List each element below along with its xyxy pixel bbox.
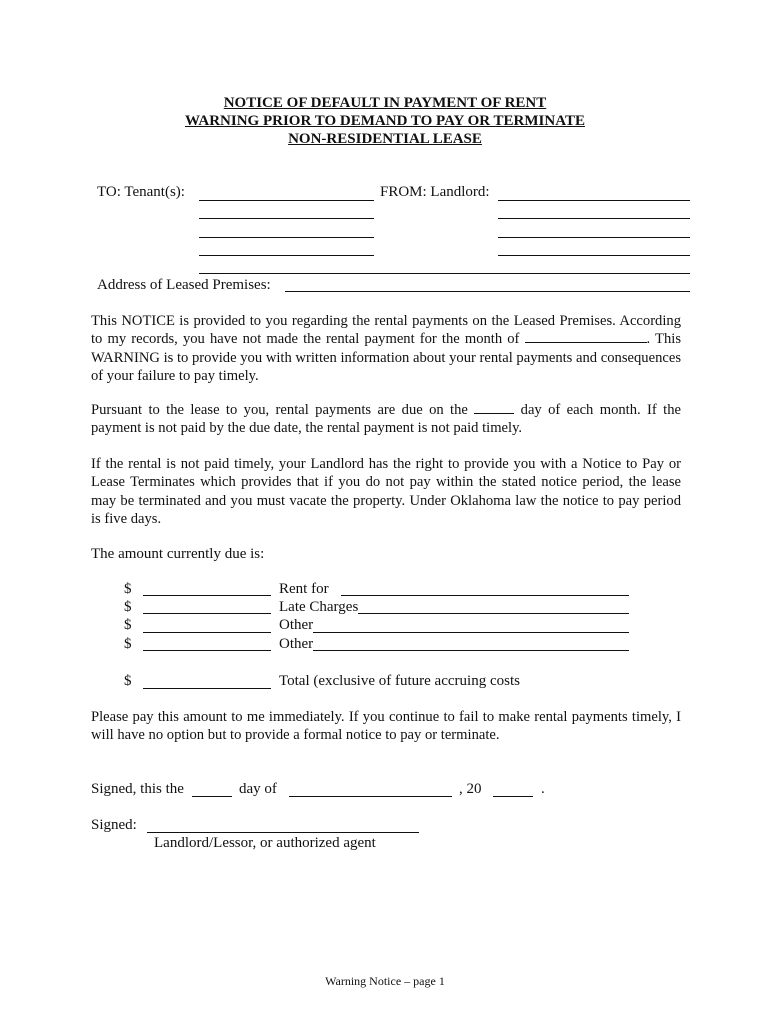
paragraph-pay-now: Please pay this amount to me immediately. If you continue to fail to make rental payments timely, I will have no option but to provide a formal notice to pay or terminate. [91,709,681,744]
amount-line-4[interactable] [143,650,271,651]
paragraph-notice [91,312,681,385]
landlord-line-4[interactable] [498,255,690,256]
dollar-sign-4: $ [124,636,132,652]
day-of-label: day of [239,781,277,797]
rent-for-line[interactable] [341,595,629,596]
tenant-line-3[interactable] [199,237,374,238]
landlord-line-2[interactable] [498,218,690,219]
tenant-line-1[interactable] [199,200,374,201]
paragraph-due-date [91,401,681,438]
total-label: Total (exclusive of future accruing costs [279,673,520,689]
landlord-line-3[interactable] [498,237,690,238]
due-day-blank[interactable] [474,401,514,414]
paragraph-notice-part-a: This NOTICE is provided to you regarding the rental payments on the Leased Premises. According to my records, you have not made the rental payment for the month of [91,313,681,348]
landlord-line-1[interactable] [498,200,690,201]
title-line-2: WARNING PRIOR TO DEMAND TO PAY OR TERMINATE [185,113,585,129]
total-amount-line[interactable] [143,688,271,689]
signed-day-line[interactable] [192,796,232,797]
address-line-1[interactable] [199,273,690,274]
month-blank[interactable] [525,330,647,343]
signed-label: Signed: [91,817,137,833]
year-prefix: , 20 [459,781,482,797]
landlord-label: FROM: Landlord: [380,184,490,200]
amount-label-other-2: Other [279,636,314,652]
dollar-sign-1: $ [124,581,132,597]
amount-line-2[interactable] [143,613,271,614]
signer-caption: Landlord/Lessor, or authorized agent [154,835,376,851]
title-line-1: NOTICE OF DEFAULT IN PAYMENT OF RENT [223,95,547,111]
title-line-3: NON-RESIDENTIAL LEASE [288,131,482,147]
paragraph-due-part-a: Pursuant to the lease to you, rental payments are due on the [91,402,468,418]
address-label: Address of Leased Premises: [97,277,271,293]
late-charges-line[interactable] [358,613,629,614]
amount-label-late-charges: Late Charges [279,599,359,615]
dollar-sign-2: $ [124,599,132,615]
dollar-sign-total: $ [124,673,132,689]
address-line-2[interactable] [285,291,690,292]
paragraph-due-part-b: day of each month. If the payment is not paid by the due date, the rental payment is not paid timely. [91,402,681,437]
paragraph-rights: If the rental is not paid timely, your Landlord has the right to provide you with a Notice to Pay or Lease Terminates which provides that if you do not pay within the stated notice period, the lease may be terminated and you must vacate the property. Under Oklahoma law the notice to pay period is five days. [91,456,681,527]
other-line-1[interactable] [313,632,629,633]
amount-line-1[interactable] [143,595,271,596]
paragraph-notice-part-b: . This WARNING is to provide you with written information about your rental payments and consequences of your failure to pay timely. [91,331,681,384]
tenant-line-2[interactable] [199,218,374,219]
tenant-line-4[interactable] [199,255,374,256]
other-line-2[interactable] [313,650,629,651]
tenant-label: TO: Tenant(s): [97,184,185,200]
signature-line[interactable] [147,832,419,833]
signed-month-line[interactable] [289,796,452,797]
amount-label-other-1: Other [279,617,314,633]
amount-due-intro: The amount currently due is: [91,546,265,562]
signed-this-label: Signed, this the [91,781,184,797]
amount-label-rent: Rent for [279,581,329,597]
amount-line-3[interactable] [143,632,271,633]
page-footer: Warning Notice – page 1 [325,974,445,988]
dollar-sign-3: $ [124,617,132,633]
signed-year-line[interactable] [493,796,533,797]
signature-period: . [541,781,545,797]
